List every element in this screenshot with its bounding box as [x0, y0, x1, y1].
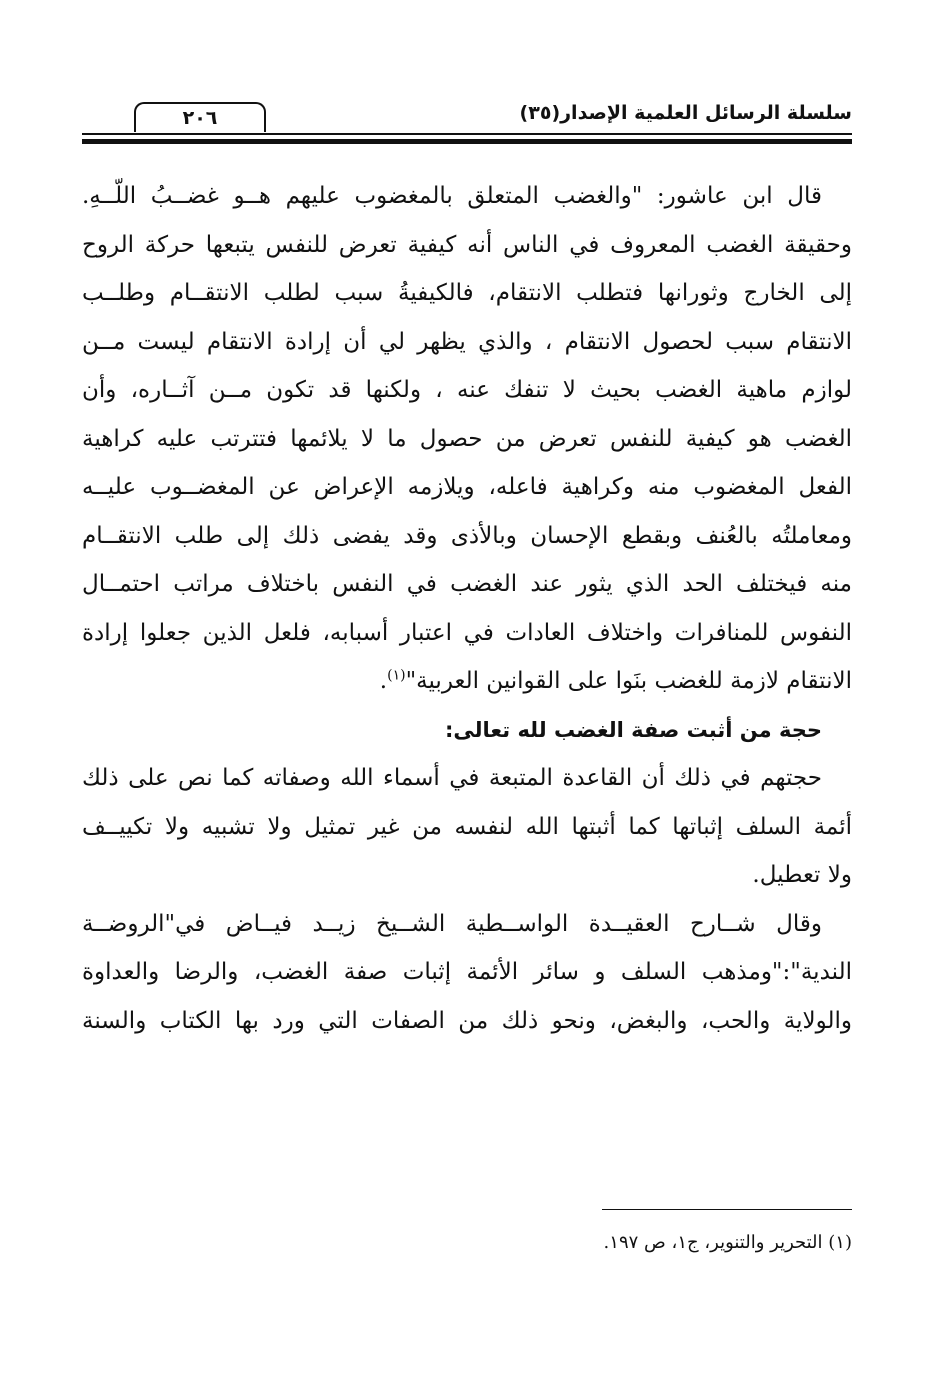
text-line: الغضب هو كيفية للنفس تعرض من حصول ما لا يلائمها فتترتب عليه كراهية — [82, 425, 852, 452]
text-line: ومعاملتُه بالعُنف وبقطع الإحسان وبالأذى وقد يفضى ذلك إلى طلب الانتقــام — [82, 522, 852, 549]
text-line: قال ابن عاشور: "والغضب المتعلق بالمغضوب عليهم هــو غضــبُ اللّــهِ. — [82, 183, 822, 209]
text-line: الندية":"ومذهب السلف و سائر الأئمة إثبات صفة الغضب، والرضا والعداوة — [82, 959, 852, 985]
series-title: سلسلة الرسائل العلمية الإصدار(٣٥) — [519, 102, 852, 124]
text-line: حجتهم في ذلك أن القاعدة المتبعة في أسماء الله وصفاته كما نص على ذلك — [82, 765, 822, 791]
text-line: لوازم ماهية الغضب بحيث لا تنفك عنه ، ولكنها قد تكون مــن آثــاره، وأن — [82, 377, 852, 403]
text-line: النفوس للمنافرات واختلاف العادات في اعتبار أسبابه، فلعل الذين جعلوا إرادة — [82, 619, 852, 646]
sentence-end: . — [379, 668, 388, 694]
text-line: وحقيقة الغضب المعروف في الناس أنه كيفية تعرض للنفس يتبعها حركة الروح — [82, 231, 852, 258]
text-line: أئمة السلف إثباتها كما أثبتها الله لنفسه من غير تمثيل ولا تشبيه ولا تكييــف — [82, 813, 852, 840]
text-line: والولاية والحب، والبغض، ونحو ذلك من الصفات التي ورد بها الكتاب والسنة — [82, 1007, 852, 1034]
page-number: ٢٠٦ — [134, 102, 266, 132]
text-line: الفعل المغضوب منه وكراهية فاعله، ويلازمه الإعراض عن المغضــوب عليــه — [82, 474, 852, 500]
footnote-reference: (١) — [387, 667, 406, 684]
text-line-with-footnote — [82, 657, 852, 706]
footnote: (١) التحرير والتنوير، ج١، ص ١٩٧. — [603, 1232, 852, 1253]
text-line: الانتقام لازمة للغضب بنَوا على القوانين العربية" — [405, 668, 852, 694]
text-line: إلى الخارج وثورانها فتطلب الانتقام، فالكيفيةُ سبب لطلب الانتقــام وطلــب — [82, 280, 852, 306]
text-line: منه فيختلف الحد الذي يثور عند الغضب في النفس باختلاف مراتب احتمــال — [82, 571, 852, 597]
footnote-separator — [602, 1209, 852, 1210]
text-line: وقال شــارح العقيــدة الواســطية الشــيخ زيــد فيــاض في"الروضــة — [82, 910, 822, 937]
page-header — [82, 96, 852, 146]
section-heading: حجة من أثبت صفة الغضب لله تعالى: — [444, 717, 822, 742]
text-line: الانتقام سبب لحصول الانتقام ، والذي يظهر لي أن إرادة الانتقام ليست مــن — [82, 328, 852, 355]
main-text — [82, 172, 852, 1045]
header-rule-thin — [82, 133, 852, 135]
header-rule-thick — [82, 139, 852, 144]
text-line: ولا تعطيل. — [752, 862, 852, 888]
